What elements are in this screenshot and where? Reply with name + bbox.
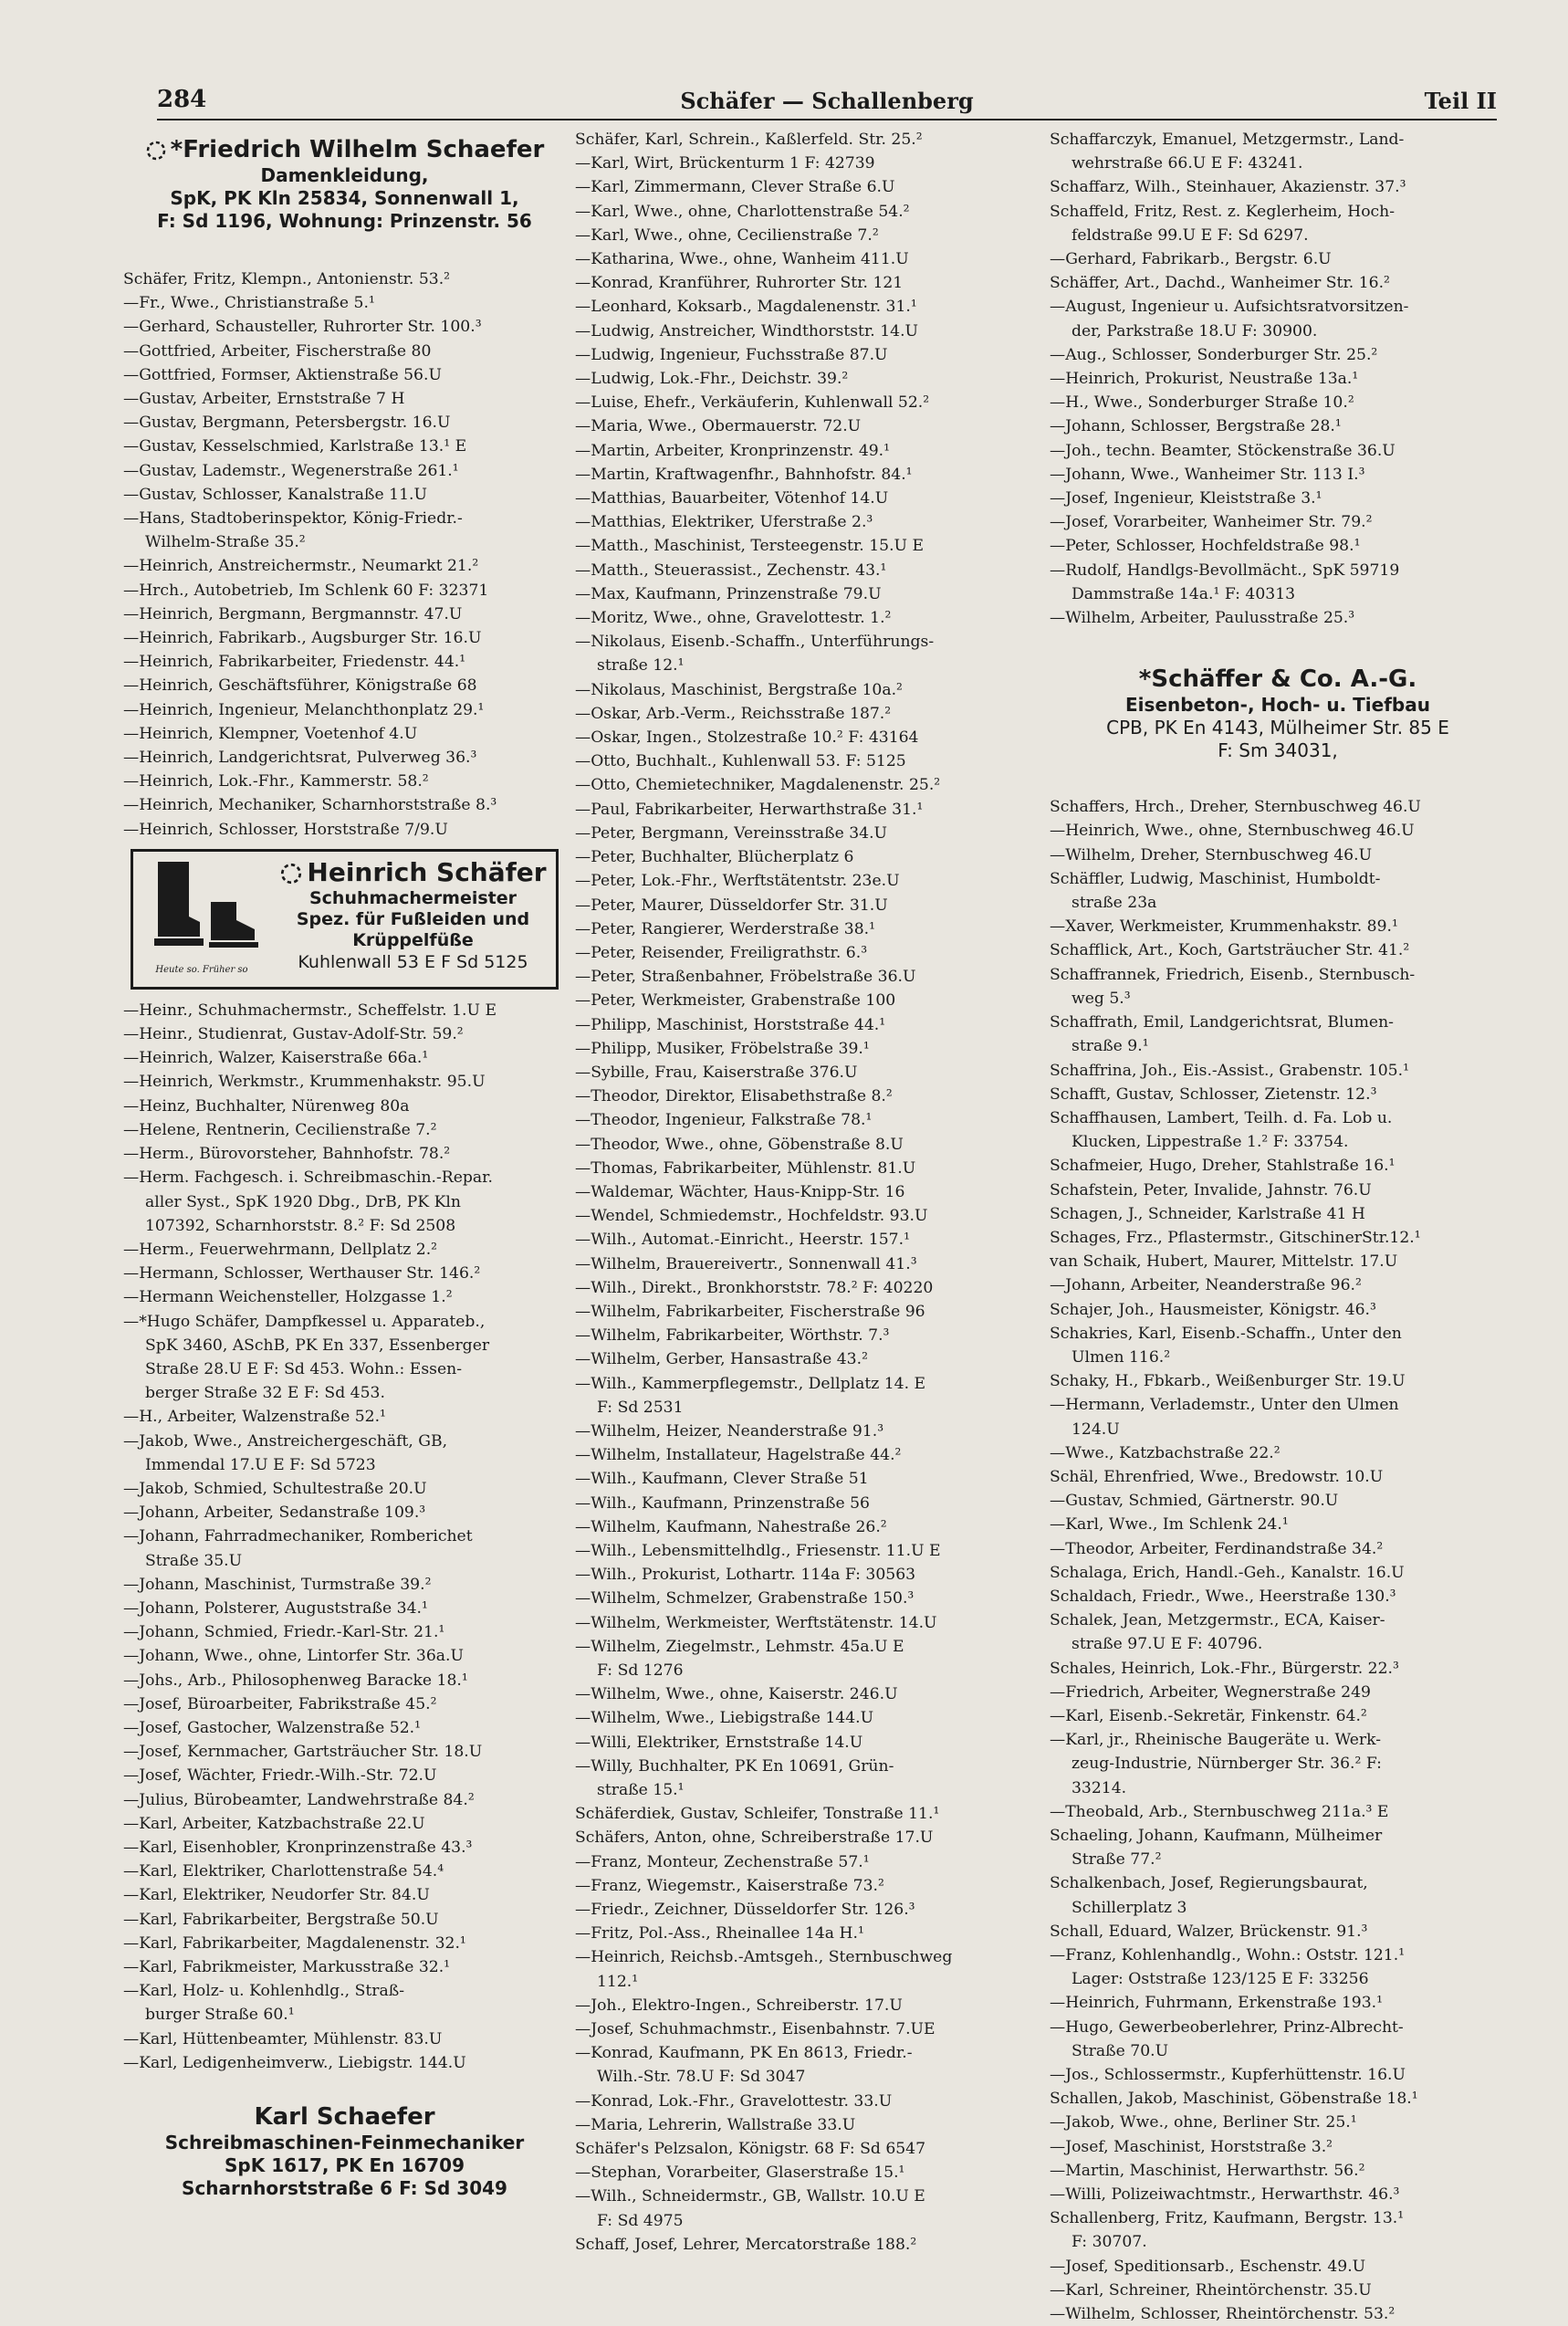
directory-entry: —Karl, Wirt, Brückenturm 1 F: 42739	[575, 154, 875, 173]
directory-entry: —Ludwig, Lok.-Fhr., Deichstr. 39.²	[575, 370, 849, 389]
directory-entry: —Heinrich, Fabrikarb., Augsburger Str. 16.U	[123, 629, 482, 648]
directory-entry: —Stephan, Vorarbeiter, Glaserstraße 15.¹	[575, 2164, 905, 2183]
directory-entry: Schafft, Gustav, Schlosser, Zietenstr. 12.³	[1050, 1084, 1377, 1104]
entry-list-2	[575, 128, 1040, 2257]
directory-entry: —Karl, Schreiner, Rheintörchenstr. 35.U	[1050, 2280, 1372, 2300]
directory-entry: —Karl, Fabrikmeister, Markusstraße 32.¹	[123, 1958, 451, 1976]
directory-entry: Schafstein, Peter, Invalide, Jahnstr. 76.U	[1050, 1180, 1372, 1200]
directory-entry: —Willy, Buchhalter, PK En 10691, Grün-	[575, 1756, 894, 1776]
directory-entry: Straße 70.U	[1071, 2041, 1169, 2060]
directory-entry: —Hrch., Autobetrieb, Im Schlenk 60 F: 32371	[123, 581, 489, 600]
directory-entry: —Gerhard, Schausteller, Ruhrorter Str. 100.³	[123, 318, 482, 337]
directory-entry: —Heinrich, Reichsb.-Amtsgeh., Sternbuschweg	[575, 1948, 953, 1967]
column-3	[1050, 128, 1506, 2326]
directory-entry: 33214.	[1071, 1778, 1127, 1797]
directory-entry: —Theodor, Arbeiter, Ferdinandstraße 34.²	[1050, 1539, 1384, 1558]
directory-entry: —Karl, Elektriker, Neudorfer Str. 84.U	[123, 1886, 430, 1905]
advert-name: Karl Schaefer	[254, 2103, 435, 2132]
directory-entry: —Joh., techn. Beamter, Stöckenstraße 36.U	[1050, 441, 1396, 460]
directory-entry: —Peter, Reisender, Freiligrathstr. 6.³	[575, 943, 868, 962]
directory-entry: Schalaga, Erich, Handl.-Geh., Kanalstr. 16.U	[1050, 1563, 1405, 1582]
directory-entry: —Friedr., Zeichner, Düsseldorfer Str. 126.³	[575, 1901, 915, 1920]
directory-entry: —Moritz, Wwe., ohne, Gravelottestr. 1.²	[575, 609, 892, 628]
directory-entry: Schäfer, Karl, Schrein., Kaßlerfeld. Str. 25.²	[575, 131, 923, 149]
directory-entry: —Josef, Vorarbeiter, Wanheimer Str. 79.²	[1050, 513, 1373, 532]
directory-entry: Wilh.-Str. 78.U F: Sd 3047	[597, 2068, 806, 2087]
directory-entry: —Gottfried, Arbeiter, Fischerstraße 80	[123, 341, 432, 361]
directory-entry: —Fritz, Pol.-Ass., Rheinallee 14a H.¹	[575, 1924, 864, 1944]
directory-entry: —Johann, Polsterer, Auguststraße 34.¹	[123, 1598, 428, 1618]
directory-entry: 107392, Scharnhorststr. 8.² F: Sd 2508	[145, 1216, 456, 1235]
directory-entry: —Gustav, Lademstr., Wegenerstraße 261.¹	[123, 461, 459, 480]
advert-heinrich-schaefer	[131, 849, 559, 990]
directory-entry: Schalkenbach, Josef, Regierungsbaurat,	[1050, 1874, 1368, 1893]
directory-entry: —Wilhelm, Schlosser, Rheintörchenstr. 53.²	[1050, 2305, 1396, 2324]
directory-entry: —Josef, Wächter, Friedr.-Wilh.-Str. 72.U	[123, 1766, 437, 1786]
directory-entry: —Hermann, Verlademstr., Unter den Ulmen	[1050, 1396, 1399, 1415]
directory-entry: Schaffhausen, Lambert, Teilh. d. Fa. Lob u.	[1050, 1108, 1393, 1127]
directory-entry: Schales, Heinrich, Lok.-Fhr., Bürgerstr. 22.³	[1050, 1659, 1399, 1678]
directory-entry: —Julius, Bürobeamter, Landwehrstraße 84.²	[123, 1790, 475, 1809]
directory-entry: F: 30707.	[1071, 2233, 1147, 2252]
directory-entry: straße 23a	[1071, 894, 1157, 913]
directory-entry: —Xaver, Werkmeister, Krummenhakstr. 89.¹	[1050, 917, 1398, 937]
directory-entry: —Hugo, Gewerbeoberlehrer, Prinz-Albrecht-	[1050, 2017, 1404, 2037]
directory-entry: —Heinrich, Geschäftsführer, Königstraße 68	[123, 676, 477, 696]
directory-entry: —Karl, Elektriker, Charlottenstraße 54.⁴	[123, 1862, 444, 1881]
directory-entry: Straße 35.U	[145, 1551, 243, 1570]
directory-entry: —Matthias, Elektriker, Uferstraße 2.³	[575, 513, 873, 532]
directory-entry: —Wendel, Schmiedemstr., Hochfeldstr. 93.U	[575, 1207, 928, 1226]
directory-entry: —Wilh., Kaufmann, Clever Straße 51	[575, 1470, 869, 1489]
directory-entry: —Karl, Fabrikarbeiter, Magdalenenstr. 32.¹	[123, 1933, 466, 1953]
directory-entry: —Josef, Büroarbeiter, Fabrikstraße 45.²	[123, 1694, 437, 1713]
entry-list-1b	[123, 999, 566, 2075]
directory-entry: Schäffler, Ludwig, Maschinist, Humboldt-	[1050, 869, 1381, 888]
directory-entry: —Jos., Schlossermstr., Kupferhüttenstr. 16.U	[1050, 2066, 1406, 2085]
advert-name: *Schäffer & Co. A.-G.	[1138, 665, 1417, 694]
directory-entry: —Ludwig, Ingenieur, Fuchsstraße 87.U	[575, 345, 888, 364]
advert-line-2: F: Sm 34031,	[1218, 739, 1338, 762]
directory-entry: —Heinz, Buchhalter, Nürenweg 80a	[123, 1096, 410, 1116]
directory-entry: —Heinrich, Klempner, Voetenhof 4.U	[123, 724, 418, 743]
directory-entry: —Wilhelm, Fabrikarbeiter, Fischerstraße 96	[575, 1302, 925, 1321]
directory-entry: —Wilh., Schneidermstr., GB, Wallstr. 10.U E	[575, 2187, 925, 2206]
directory-entry: Schakries, Karl, Eisenb.-Schaffn., Unter den	[1050, 1324, 1402, 1343]
directory-entry: straße 12.¹	[597, 656, 685, 676]
directory-entry: —Gustav, Bergmann, Petersbergstr. 16.U	[123, 414, 451, 433]
directory-entry: —Konrad, Kaufmann, PK En 8613, Friedr.-	[575, 2044, 913, 2063]
directory-entry: —Wilhelm, Werkmeister, Werftstätenstr. 14.U	[575, 1613, 937, 1632]
directory-entry: Schäl, Ehrenfried, Wwe., Bredowstr. 10.U	[1050, 1467, 1384, 1486]
advert-line-1: SpK, PK Kln 25834, Sonnenwall 1,	[170, 187, 519, 209]
directory-entry: —Gustav, Arbeiter, Ernststraße 7 H	[123, 390, 405, 409]
directory-entry: van Schaik, Hubert, Maurer, Mittelstr. 17.U	[1050, 1252, 1398, 1272]
directory-entry: —Karl, Wwe., Im Schlenk 24.¹	[1050, 1515, 1289, 1535]
directory-entry: —Nikolaus, Maschinist, Bergstraße 10a.²	[575, 680, 903, 699]
directory-entry: —Sybille, Frau, Kaiserstraße 376.U	[575, 1063, 858, 1082]
directory-entry: feldstraße 99.U E F: Sd 6297.	[1071, 225, 1309, 245]
directory-entry: Schagen, J., Schneider, Karlstraße 41 H	[1050, 1204, 1365, 1223]
advert-line-1: CPB, PK En 4143, Mülheimer Str. 85 E	[1106, 717, 1449, 739]
directory-entry: —Wilh., Direkt., Bronkhorststr. 78.² F: 40220	[575, 1278, 934, 1297]
directory-entry: Schall, Eduard, Walzer, Brückenstr. 91.³	[1050, 1922, 1368, 1941]
directory-entry: burger Straße 60.¹	[145, 2006, 295, 2025]
directory-entry: —Josef, Ingenieur, Kleiststraße 3.¹	[1050, 489, 1322, 508]
directory-entry: —Heinrich, Fabrikarbeiter, Friedenstr. 44.¹	[123, 653, 466, 672]
directory-entry: —Otto, Chemietechniker, Magdalenenstr. 25.²	[575, 776, 941, 795]
directory-entry: —Maria, Wwe., Obermauerstr. 72.U	[575, 417, 862, 436]
directory-entry: —Johann, Schmied, Friedr.-Karl-Str. 21.¹	[123, 1623, 445, 1642]
directory-entry: —Herm., Feuerwehrmann, Dellplatz 2.²	[123, 1240, 438, 1259]
directory-entry: —Franz, Wiegemstr., Kaiserstraße 73.²	[575, 1876, 884, 1895]
directory-entry: —Jakob, Wwe., ohne, Berliner Str. 25.¹	[1050, 2113, 1357, 2132]
directory-entry: —Luise, Ehefr., Verkäuferin, Kuhlenwall 52.²	[575, 393, 930, 413]
directory-entry: Dammstraße 14a.¹ F: 40313	[1071, 584, 1296, 603]
page-header	[157, 82, 1497, 120]
directory-entry: Schaffeld, Fritz, Rest. z. Keglerheim, Hoch-	[1050, 202, 1396, 221]
directory-entry: —Peter, Straßenbahner, Fröbelstraße 36.U	[575, 968, 916, 987]
directory-entry: —Gottfried, Formser, Aktienstraße 56.U	[123, 365, 442, 384]
directory-entry: —Katharina, Wwe., ohne, Wanheim 411.U	[575, 250, 909, 269]
directory-entry: Schäfer's Pelzsalon, Königstr. 68 F: Sd 6547	[575, 2140, 926, 2159]
directory-entry: —Fr., Wwe., Christianstraße 5.¹	[123, 294, 375, 313]
directory-entry: —Herm., Bürovorsteher, Bahnhofstr. 78.²	[123, 1145, 451, 1164]
directory-entry: Straße 28.U E F: Sd 453. Wohn.: Essen-	[145, 1359, 463, 1378]
directory-entry: —Oskar, Ingen., Stolzestraße 10.² F: 43164	[575, 728, 919, 748]
directory-entry: —Karl, jr., Rheinische Baugeräte u. Werk-	[1050, 1731, 1382, 1750]
directory-entry: Schaffarz, Wilh., Steinhauer, Akazienstr. 37.³	[1050, 178, 1406, 197]
advert-business: Damenkleidung,	[260, 164, 429, 186]
directory-entry: weg 5.³	[1071, 989, 1131, 1008]
directory-entry: Schäferdiek, Gustav, Schleifer, Tonstraße 11.¹	[575, 1805, 940, 1824]
directory-entry: —Wilhelm, Wwe., Liebigstraße 144.U	[575, 1709, 874, 1728]
directory-entry: Klucken, Lippestraße 1.² F: 33754.	[1071, 1133, 1349, 1152]
directory-entry: —Theobald, Arb., Sternbuschweg 211a.³ E	[1050, 1802, 1389, 1821]
directory-entry: —Peter, Lok.-Fhr., Werftstätentstr. 23e.U	[575, 872, 900, 891]
directory-entry: —Maria, Lehrerin, Wallstraße 33.U	[575, 2115, 856, 2134]
advert-footer: Kuhlenwall 53 E F Sd 5125	[298, 951, 528, 972]
directory-entry: —Johann, Maschinist, Turmstraße 39.²	[123, 1575, 432, 1594]
directory-entry: —Wilhelm, Schmelzer, Grabenstraße 150.³	[575, 1589, 915, 1608]
directory-entry: —Willi, Elektriker, Ernststraße 14.U	[575, 1733, 863, 1752]
directory-entry: —Karl, Eisenb.-Sekretär, Finkenstr. 64.²	[1050, 1706, 1367, 1725]
boot-icon	[141, 856, 262, 957]
directory-entry: —Johann, Schlosser, Bergstraße 28.¹	[1050, 417, 1342, 436]
advert-line-3: Scharnhorststraße 6 F: Sd 3049	[182, 2177, 507, 2200]
directory-entry: Immendal 17.U E F: Sd 5723	[145, 1455, 376, 1474]
directory-entry: —Wilh., Prokurist, Lothartr. 114a F: 30563	[575, 1566, 916, 1585]
page-section: Teil II	[1424, 88, 1497, 114]
directory-entry: —Ludwig, Anstreicher, Windthorststr. 14.U	[575, 321, 919, 341]
page-number: 284	[157, 86, 207, 113]
directory-entry: —Josef, Maschinist, Horststraße 3.²	[1050, 2137, 1333, 2156]
directory-entry: F: Sd 2531	[597, 1398, 684, 1417]
directory-entry: —Joh., Elektro-Ingen., Schreiberstr. 17.U	[575, 1996, 903, 2015]
directory-entry: —Heinrich, Landgerichtsrat, Pulverweg 36.³	[123, 749, 477, 768]
directory-entry: —Otto, Buchhalt., Kuhlenwall 53. F: 5125	[575, 752, 906, 771]
directory-entry: —Franz, Monteur, Zechenstraße 57.¹	[575, 1852, 870, 1871]
directory-entry: —Heinrich, Prokurist, Neustraße 13a.¹	[1050, 370, 1359, 389]
directory-entry: —Paul, Fabrikarbeiter, Herwarthstraße 31.¹	[575, 800, 924, 819]
directory-entry: —Theodor, Direktor, Elisabethstraße 8.²	[575, 1087, 893, 1106]
directory-entry: —Johann, Fahrradmechaniker, Romberichet	[123, 1527, 473, 1546]
directory-entry: —Gustav, Schmied, Gärtnerstr. 90.U	[1050, 1492, 1339, 1511]
advert-line-1: Schreibmaschinen-Feinmechaniker	[164, 2132, 525, 2154]
directory-entry: —Aug., Schlosser, Sonderburger Str. 25.²	[1050, 345, 1378, 364]
advert-line-3: Krüppelfüße	[352, 929, 474, 950]
emblem-icon	[145, 140, 167, 162]
directory-entry: —Johann, Wwe., ohne, Lintorfer Str. 36a.U	[123, 1647, 464, 1666]
directory-entry: —Wilh., Automat.-Einricht., Heerstr. 157.¹	[575, 1231, 910, 1250]
column-2	[575, 128, 1040, 2257]
directory-entry: —Friedrich, Arbeiter, Wegnerstraße 249	[1050, 1682, 1371, 1702]
advert-business: Eisenbeton-, Hoch- u. Tiefbau	[1125, 694, 1430, 717]
directory-entry: —Konrad, Lok.-Fhr., Gravelottestr. 33.U	[575, 2091, 893, 2111]
directory-entry: —Peter, Werkmeister, Grabenstraße 100	[575, 991, 896, 1011]
directory-entry: —Willi, Polizeiwachtmstr., Herwarthstr. 46.³	[1050, 2185, 1400, 2205]
directory-entry: —Jakob, Schmied, Schultestraße 20.U	[123, 1479, 427, 1498]
directory-entry: —Rudolf, Handlgs-Bevollmächt., SpK 59719	[1050, 561, 1400, 580]
directory-entry: —Philipp, Musiker, Fröbelstraße 39.¹	[575, 1039, 870, 1058]
directory-entry: —Heinr., Studienrat, Gustav-Adolf-Str. 59.²	[123, 1025, 464, 1044]
advert-line-2: F: Sd 1196, Wohnung: Prinzenstr. 56	[157, 210, 532, 232]
directory-entry: Schalek, Jean, Metzgermstr., ECA, Kaiser-	[1050, 1611, 1385, 1630]
directory-entry: Schillerplatz 3	[1071, 1898, 1187, 1917]
directory-entry: 124.U	[1071, 1420, 1120, 1439]
directory-entry: Schäfers, Anton, ohne, Schreiberstraße 17.U	[575, 1828, 934, 1848]
directory-entry: aller Syst., SpK 1920 Dbg., DrB, PK Kln	[145, 1192, 461, 1211]
directory-entry: —Wilhelm, Installateur, Hagelstraße 44.²	[575, 1446, 902, 1465]
directory-entry: —Josef, Gastocher, Walzenstraße 52.¹	[123, 1718, 422, 1737]
advert-line-2: Spez. für Fußleiden und	[296, 908, 530, 929]
directory-entry: —Karl, Holz- u. Kohlenhdlg., Straß-	[123, 1982, 404, 2001]
entry-list-3b	[1050, 795, 1506, 2326]
directory-entry: —Philipp, Maschinist, Horststraße 44.¹	[575, 1015, 886, 1034]
directory-entry: —Heinrich, Wwe., ohne, Sternbuschweg 46.U	[1050, 822, 1415, 841]
directory-entry: —Wilhelm, Fabrikarbeiter, Wörthstr. 7.³	[575, 1326, 890, 1346]
directory-entry: —Helene, Rentnerin, Cecilienstraße 7.²	[123, 1120, 437, 1139]
advert-name: Heinrich Schäfer	[307, 856, 547, 887]
directory-entry: straße 97.U E F: 40796.	[1071, 1635, 1263, 1654]
directory-entry: —Leonhard, Koksarb., Magdalenenstr. 31.¹	[575, 298, 917, 317]
directory-entry: Straße 77.²	[1071, 1850, 1162, 1870]
boot-caption: Heute so. Früher so	[155, 964, 248, 975]
directory-entry: —Wilhelm, Brauereivertr., Sonnenwall 41.³	[575, 1254, 917, 1273]
directory-entry: —Peter, Schlosser, Hochfeldstraße 98.¹	[1050, 537, 1361, 556]
directory-entry: —Martin, Arbeiter, Kronprinzenstr. 49.¹	[575, 441, 891, 460]
directory-entry: —Karl, Zimmermann, Clever Straße 6.U	[575, 178, 895, 197]
directory-entry: —Theodor, Ingenieur, Falkstraße 78.¹	[575, 1111, 873, 1130]
directory-entry: —Wilhelm, Arbeiter, Paulusstraße 25.³	[1050, 609, 1355, 628]
advert-text	[270, 852, 556, 987]
directory-entry: —Wilhelm, Wwe., ohne, Kaiserstr. 246.U	[575, 1685, 898, 1704]
directory-entry: —Matthias, Bauarbeiter, Vötenhof 14.U	[575, 489, 889, 508]
directory-entry: zeug-Industrie, Nürnberger Str. 36.² F:	[1071, 1755, 1382, 1774]
directory-entry: Schafflick, Art., Koch, Gartsträucher Str. 41.²	[1050, 941, 1410, 960]
directory-entry: Schaeling, Johann, Kaufmann, Mülheimer	[1050, 1827, 1383, 1845]
directory-entry: —Heinrich, Mechaniker, Scharnhorststraße 8.³	[123, 796, 497, 815]
directory-entry: Schaffarczyk, Emanuel, Metzgermstr., Land-	[1050, 131, 1405, 149]
directory-entry: Schages, Frz., Pflastermstr., GitschinerStr.12.¹	[1050, 1228, 1421, 1247]
directory-entry: —Johann, Arbeiter, Sedanstraße 109.³	[123, 1504, 426, 1523]
directory-entry: Schaffers, Hrch., Dreher, Sternbuschweg 46.U	[1050, 798, 1421, 817]
directory-entry: straße 15.¹	[597, 1781, 685, 1800]
directory-entry: —Johann, Wwe., Wanheimer Str. 113 I.³	[1050, 465, 1365, 484]
directory-entry: —Oskar, Arb.-Verm., Reichsstraße 187.²	[575, 704, 892, 723]
directory-entry: —Wilhelm, Heizer, Neanderstraße 91.³	[575, 1421, 884, 1441]
directory-entry: —Karl, Eisenhobler, Kronprinzenstraße 43.³	[123, 1838, 473, 1857]
directory-entry: straße 9.¹	[1071, 1037, 1149, 1056]
directory-entry: —H., Wwe., Sonderburger Straße 10.²	[1050, 393, 1354, 413]
directory-entry: —Waldemar, Wächter, Haus-Knipp-Str. 16	[575, 1182, 905, 1201]
directory-entry: —Matth., Steuerassist., Zechenstr. 43.¹	[575, 561, 887, 580]
directory-entry: —H., Arbeiter, Walzenstraße 52.¹	[123, 1408, 386, 1427]
directory-entry: —Heinrich, Ingenieur, Melanchthonplatz 29.¹	[123, 700, 485, 719]
directory-entry: —Martin, Kraftwagenfhr., Bahnhofstr. 84.¹	[575, 465, 913, 484]
directory-entry: —Wilhelm, Ziegelmstr., Lehmstr. 45a.U E	[575, 1637, 904, 1656]
directory-entry: Schaffrath, Emil, Landgerichtsrat, Blumen-	[1050, 1013, 1394, 1032]
directory-entry: —Peter, Buchhalter, Blücherplatz 6	[575, 848, 854, 867]
directory-entry: Schallenberg, Fritz, Kaufmann, Bergstr. 13.¹	[1050, 2209, 1405, 2228]
directory-entry: —Karl, Wwe., ohne, Cecilienstraße 7.²	[575, 225, 879, 245]
directory-entry: —Karl, Arbeiter, Katzbachstraße 22.U	[123, 1814, 425, 1833]
advert-name: *Friedrich Wilhelm Schaefer	[170, 136, 545, 163]
directory-entry: —Jakob, Wwe., Anstreichergeschäft, GB,	[123, 1431, 448, 1451]
directory-entry: —Nikolaus, Eisenb.-Schaffn., Unterführungs-	[575, 633, 935, 652]
page-title: Schäfer — Schallenberg	[680, 88, 974, 114]
entry-list-3a	[1050, 128, 1506, 630]
directory-entry: —Herm. Fachgesch. i. Schreibmaschin.-Repar.	[123, 1168, 493, 1188]
directory-entry: —Karl, Ledigenheimverw., Liebigstr. 144.U	[123, 2053, 466, 2072]
directory-entry: —Gerhard, Fabrikarb., Bergstr. 6.U	[1050, 250, 1332, 269]
directory-entry: Schallen, Jakob, Maschinist, Göbenstraße 18.¹	[1050, 2090, 1418, 2109]
directory-entry: Schaffrina, Joh., Eis.-Assist., Grabenstr. 105.¹	[1050, 1061, 1409, 1080]
directory-entry: —Gustav, Schlosser, Kanalstraße 11.U	[123, 485, 427, 504]
directory-entry: Schäfer, Fritz, Klempn., Antonienstr. 53.²	[123, 270, 451, 288]
boot-illustration	[133, 852, 270, 987]
column-1	[123, 128, 566, 2200]
directory-entry: Schaffrannek, Friedrich, Eisenb., Sternbusch-	[1050, 965, 1416, 984]
directory-entry: —Peter, Maurer, Düsseldorfer Str. 31.U	[575, 896, 888, 915]
directory-entry: —Josef, Kernmacher, Gartsträucher Str. 18.U	[123, 1743, 483, 1762]
directory-entry: Schajer, Joh., Hausmeister, Königstr. 46.³	[1050, 1300, 1376, 1319]
directory-entry: —Heinrich, Bergmann, Bergmannstr. 47.U	[123, 604, 463, 623]
directory-entry: —Karl, Wwe., ohne, Charlottenstraße 54.²	[575, 202, 910, 221]
directory-entry: —Heinrich, Lok.-Fhr., Kammerstr. 58.²	[123, 772, 429, 791]
directory-entry: Schaldach, Friedr., Wwe., Heerstraße 130.³	[1050, 1587, 1396, 1606]
directory-entry: 112.¹	[597, 1972, 639, 1991]
directory-entry: —Johs., Arb., Philosophenweg Baracke 18.¹	[123, 1671, 468, 1690]
directory-entry: —Heinrich, Fuhrmann, Erkenstraße 193.¹	[1050, 1994, 1384, 2013]
directory-entry: —Karl, Hüttenbeamter, Mühlenstr. 83.U	[123, 2029, 443, 2048]
directory-entry: —Hans, Stadtoberinspektor, König-Friedr.-	[123, 509, 463, 529]
advert-name-row	[123, 135, 566, 164]
directory-entry: —Martin, Maschinist, Herwarthstr. 56.²	[1050, 2161, 1365, 2180]
directory-entry: —Konrad, Kranführer, Ruhrorter Str. 121	[575, 274, 904, 293]
directory-entry: —Josef, Schuhmachmstr., Eisenbahnstr. 7.UE	[575, 2020, 936, 2039]
directory-entry: Schäffer, Art., Dachd., Wanheimer Str. 16.²	[1050, 274, 1390, 293]
advert-line-1: Schuhmachermeister	[308, 887, 517, 908]
directory-entry: —Heinrich, Werkmstr., Krummenhakstr. 95.U	[123, 1073, 486, 1092]
directory-entry: Schaky, H., Fbkarb., Weißenburger Str. 19.U	[1050, 1372, 1406, 1391]
directory-entry: der, Parkstraße 18.U F: 30900.	[1071, 321, 1318, 341]
directory-entry: —Gustav, Kesselschmied, Karlstraße 13.¹ E	[123, 437, 467, 456]
directory-entry: —Wilh., Kammerpflegemstr., Dellplatz 14. E	[575, 1374, 926, 1393]
directory-entry: SpK 3460, ASchB, PK En 337, Essenberger	[145, 1336, 490, 1355]
directory-entry: Lager: Oststraße 123/125 E F: 33256	[1071, 1970, 1369, 1989]
advert-line-2: SpK 1617, PK En 16709	[225, 2154, 465, 2177]
directory-entry: —Peter, Rangierer, Werderstraße 38.¹	[575, 919, 876, 938]
directory-entry: —Wilhelm, Kaufmann, Nahestraße 26.²	[575, 1517, 887, 1536]
directory-entry: wehrstraße 66.U E F: 43241.	[1071, 154, 1303, 173]
directory-entry: —Wilhelm, Gerber, Hansastraße 43.²	[575, 1350, 868, 1369]
directory-entry: —*Hugo Schäfer, Dampfkessel u. Apparateb.,	[123, 1312, 486, 1331]
directory-entry: —Wilh., Kaufmann, Prinzenstraße 56	[575, 1493, 870, 1513]
directory-entry: F: Sd 1276	[597, 1661, 684, 1680]
directory-entry: —Heinrich, Walzer, Kaiserstraße 66a.¹	[123, 1049, 429, 1068]
directory-entry: Schafmeier, Hugo, Dreher, Stahlstraße 16.¹	[1050, 1157, 1396, 1176]
directory-entry: —Hermann Weichensteller, Holzgasse 1.²	[123, 1288, 453, 1307]
directory-entry: —Heinr., Schuhmachermstr., Scheffelstr. 1.U E	[123, 1001, 497, 1020]
advert-name-row	[270, 857, 556, 888]
advert-schaeffer-co	[1050, 665, 1506, 762]
directory-entry: berger Straße 32 E F: Sd 453.	[145, 1384, 385, 1403]
directory-entry: —Karl, Fabrikarbeiter, Bergstraße 50.U	[123, 1910, 439, 1929]
directory-entry: —Franz, Kohlenhandlg., Wohn.: Oststr. 121.¹	[1050, 1946, 1406, 1965]
directory-entry: —Matth., Maschinist, Tersteegenstr. 15.U E	[575, 537, 925, 556]
directory-entry: —Peter, Bergmann, Vereinsstraße 34.U	[575, 823, 888, 843]
advert-friedrich-wilhelm-schaefer	[123, 135, 566, 233]
entry-list-1a	[123, 267, 566, 842]
directory-entry: —Johann, Arbeiter, Neanderstraße 96.²	[1050, 1276, 1362, 1295]
directory-entry: —Wilhelm, Dreher, Sternbuschweg 46.U	[1050, 845, 1373, 864]
directory-entry: Ulmen 116.²	[1071, 1347, 1171, 1367]
directory-entry: —Heinrich, Anstreichermstr., Neumarkt 21.²	[123, 557, 479, 576]
directory-entry: —Max, Kaufmann, Prinzenstraße 79.U	[575, 584, 882, 603]
directory-entry: —Hermann, Schlosser, Werthauser Str. 146.²	[123, 1264, 481, 1283]
directory-entry: —August, Ingenieur u. Aufsichtsratvorsitzen-	[1050, 298, 1409, 317]
directory-entry: —Wwe., Katzbachstraße 22.²	[1050, 1443, 1281, 1462]
directory-entry: F: Sd 4975	[597, 2211, 684, 2230]
emblem-icon	[279, 862, 303, 885]
advert-karl-schaefer	[123, 2102, 566, 2200]
directory-entry: —Wilh., Lebensmittelhdlg., Friesenstr. 11.U E	[575, 1541, 941, 1560]
directory-entry: —Josef, Speditionsarb., Eschenstr. 49.U	[1050, 2257, 1366, 2276]
directory-entry: —Theodor, Wwe., ohne, Göbenstraße 8.U	[575, 1135, 904, 1154]
directory-entry: Wilhelm-Straße 35.²	[145, 533, 306, 552]
directory-entry: —Heinrich, Schlosser, Horststraße 7/9.U	[123, 820, 448, 839]
directory-entry: Schaff, Josef, Lehrer, Mercatorstraße 188.²	[575, 2235, 917, 2254]
directory-entry: —Thomas, Fabrikarbeiter, Mühlenstr. 81.U	[575, 1158, 916, 1178]
